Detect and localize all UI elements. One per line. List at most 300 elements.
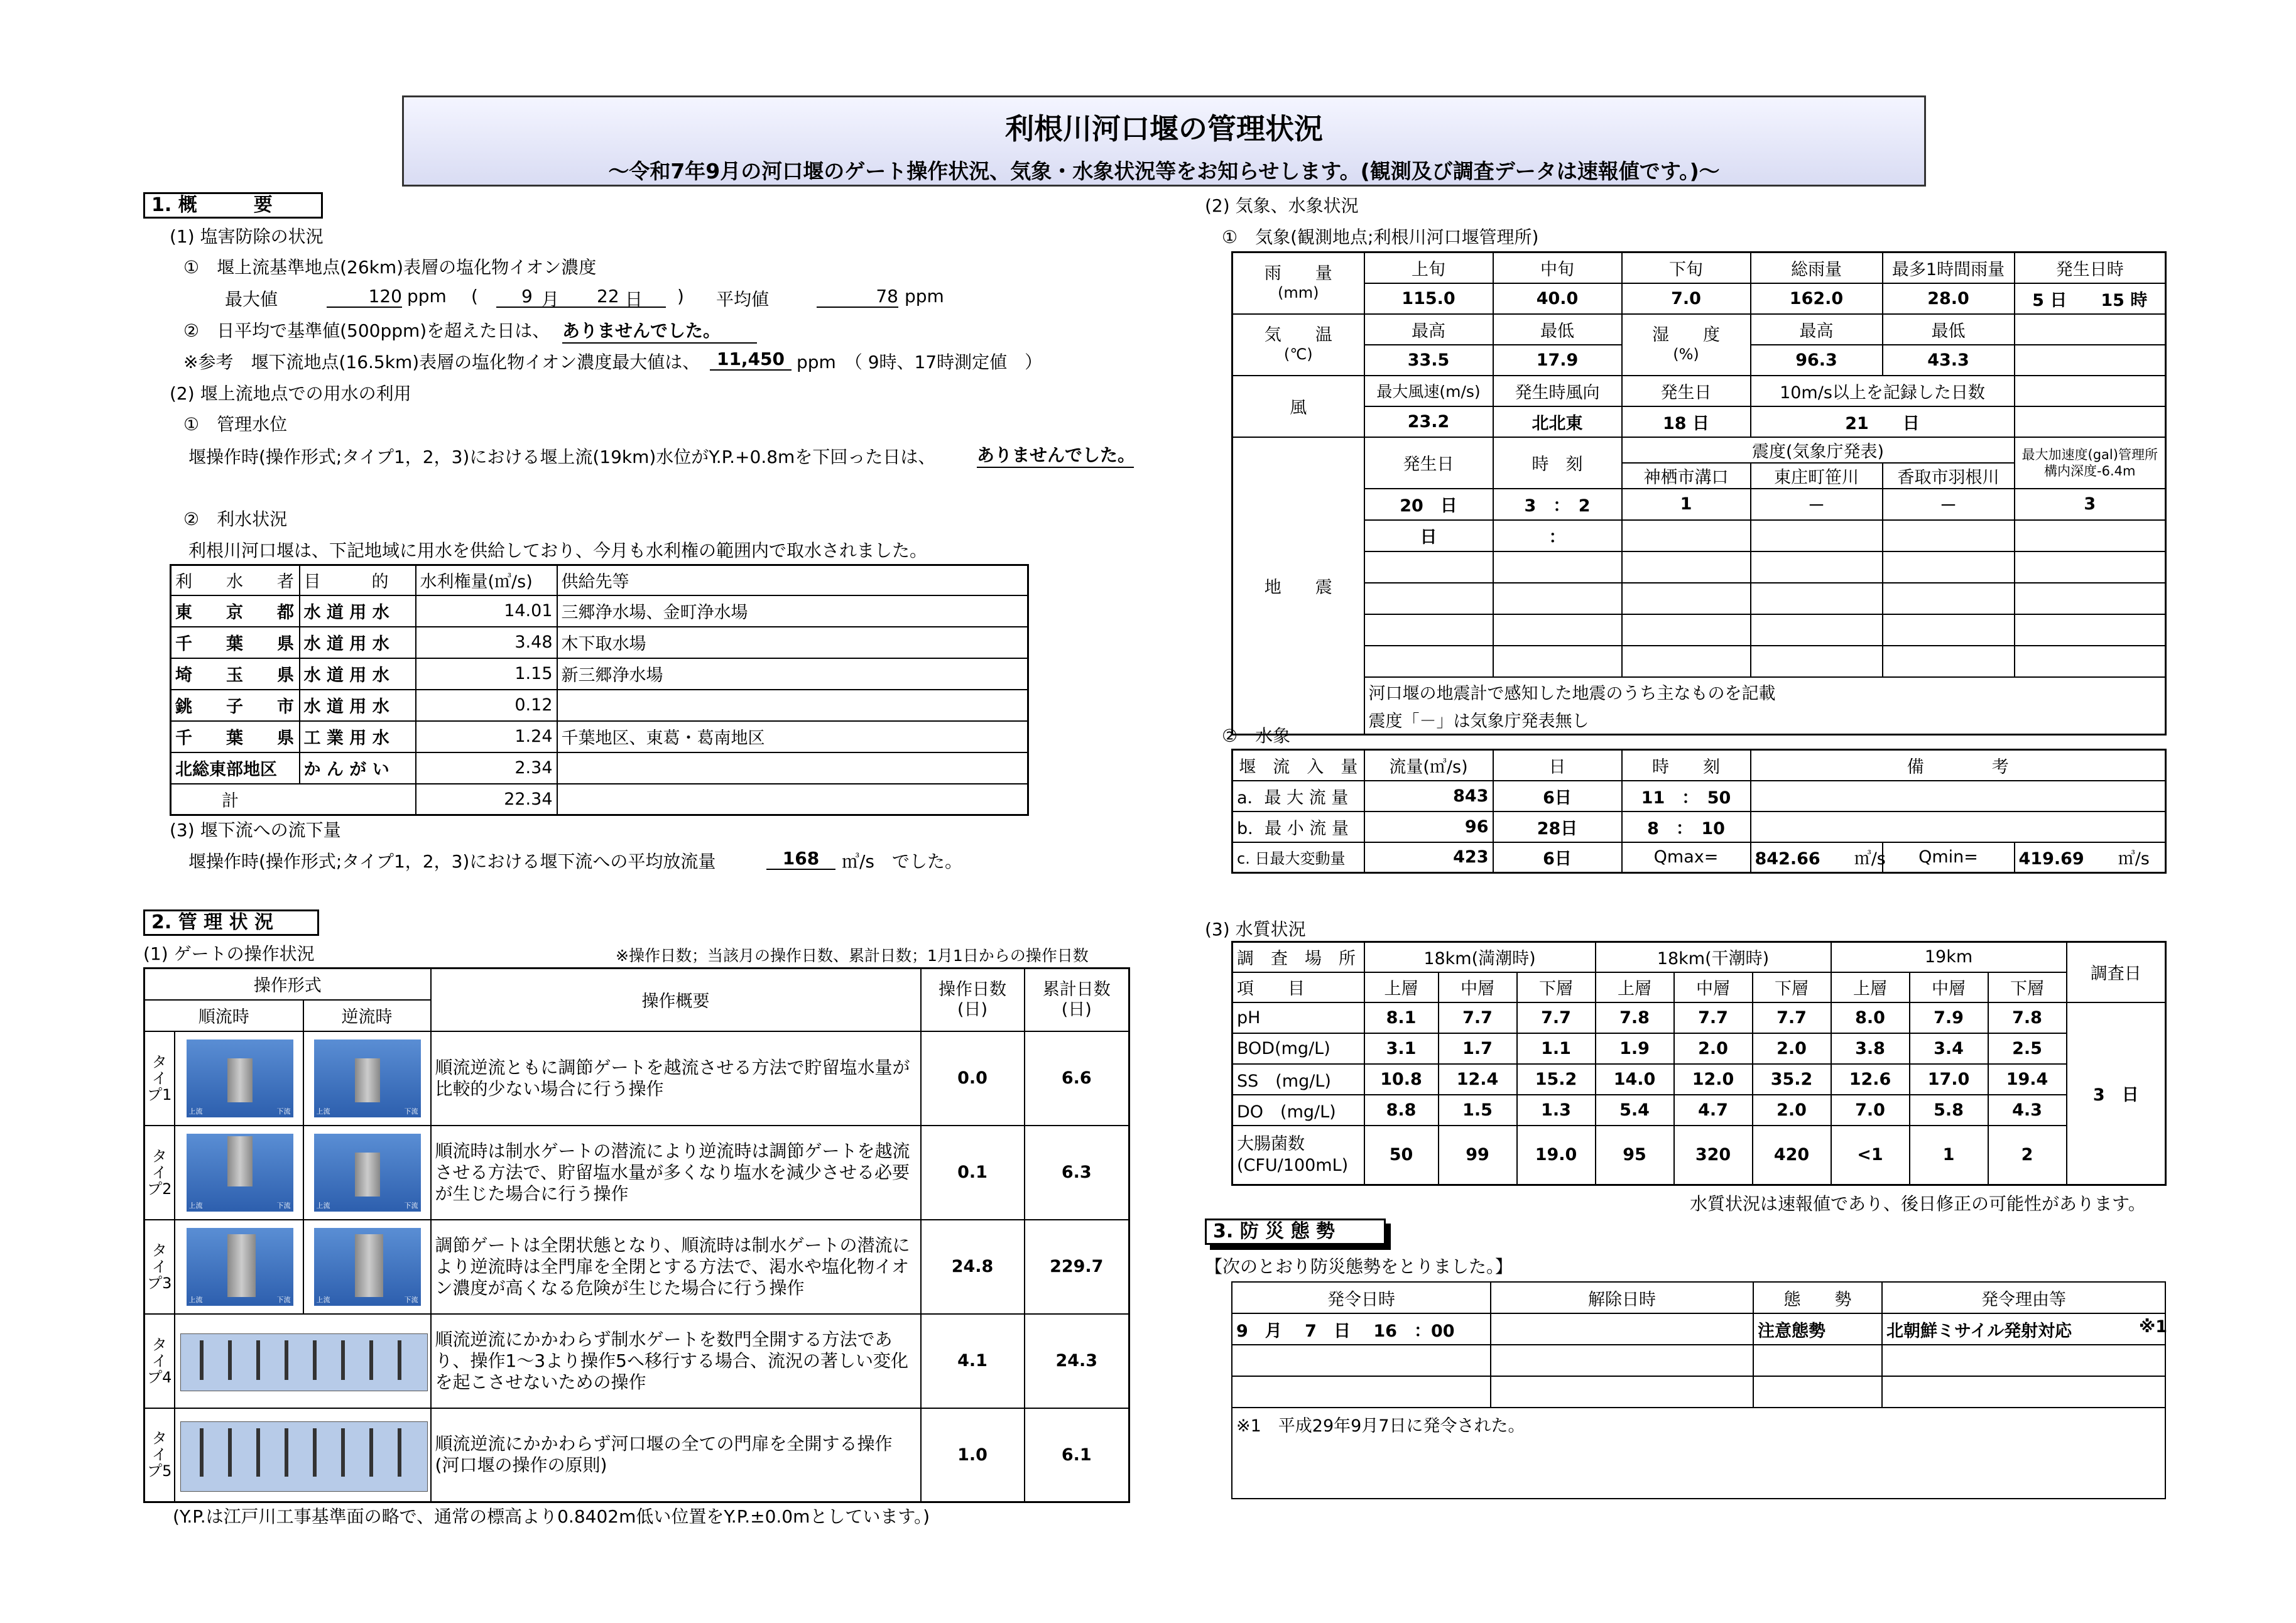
yp-footnote: (Y.P.は江戸川工事基準面の略で、通常の標高より0.8402m低い位置をY.P.±0.0mとしています。): [173, 1506, 930, 1527]
quality-note: 水質状況は速報値であり、後日修正の可能性があります。: [1690, 1193, 2146, 1214]
hydro-flow: 423: [1364, 842, 1493, 873]
quality-value: 8.1: [1364, 1002, 1439, 1033]
quality-value: 19.4: [1988, 1064, 2067, 1095]
quality-value: 7.8: [1988, 1002, 2067, 1033]
rain-header: 上旬: [1364, 252, 1493, 283]
quality-value: 8.8: [1364, 1095, 1439, 1126]
quality-value: 7.7: [1439, 1002, 1517, 1033]
humidity-unit: (%): [1673, 345, 1699, 363]
quality-value: 7.7: [1753, 1002, 1831, 1033]
col-total: 累計日数 (日): [1025, 969, 1129, 1031]
hydro-time: 8 ： 10: [1622, 812, 1751, 842]
eq-note-1: 河口堰の地震計で感知した地震のうち主なものを記載: [1364, 677, 2166, 706]
salt-day-label: 日: [625, 289, 643, 310]
rain-header: 発生日時: [2015, 252, 2166, 283]
table-row: [1232, 1126, 2166, 1185]
table-row: [171, 658, 1028, 690]
cell-supply: 木下取水場: [557, 627, 1028, 658]
hydro-flow: 96: [1364, 812, 1493, 842]
disaster-reason-cell: [1882, 1313, 2165, 1345]
disaster-col-reason: 発令理由等: [1882, 1282, 2165, 1313]
disaster-note: ※1 平成29年9月7日に発令された。: [1232, 1408, 2165, 1499]
type5-image: [175, 1408, 431, 1502]
table-total-row: [171, 784, 1028, 815]
cell-user: 埼 玉 県: [171, 658, 300, 690]
hydro-flow: 843: [1364, 781, 1493, 812]
type5-days: 1.0: [921, 1408, 1025, 1502]
cell-purpose: 水 道 用 水: [300, 627, 416, 658]
quality-value: 14.0: [1596, 1064, 1674, 1095]
type3-days: 24.8: [921, 1220, 1025, 1314]
quality-value: 5.8: [1910, 1095, 1988, 1126]
salt-max-value: 120: [327, 286, 402, 308]
quality-item-label: 項 目: [1232, 972, 1364, 1002]
type2-reverse-image: [303, 1126, 431, 1220]
quality-value: 7.9: [1910, 1002, 1988, 1033]
type2-normal-image: [175, 1126, 303, 1220]
image-label-downstream: 下流: [276, 1107, 291, 1115]
type2-days: 0.1: [921, 1126, 1025, 1220]
type-label: タイプ2: [144, 1126, 175, 1220]
layer-header: 上層: [1596, 972, 1674, 1002]
quality-value: 2.0: [1674, 1033, 1753, 1064]
salt-avg-label: 平均値: [716, 289, 770, 310]
image-label-upstream: 上流: [316, 1107, 330, 1115]
col-reverse: 逆流時: [303, 1000, 431, 1031]
water-level-value: ありませんでした。: [977, 442, 1134, 468]
table-row: [144, 1314, 1129, 1408]
cell-amount: 1.15: [416, 658, 557, 690]
disaster-reason-note-mark: ※1: [2138, 1316, 2167, 1337]
type3-description: 調節ゲートは全閉状態となり、順流時は制水ゲートの潜流により逆流時は全門扉を全閉とする方法で、渇水や塩化物イオン濃度が高くなる危険が生じた場合に行う操作: [431, 1220, 921, 1314]
type5-description: 順流逆流にかかわらず河口堰の全ての門扉を全開する操作(河口堰の操作の原則): [431, 1408, 921, 1502]
eq-date: 日: [1364, 520, 1493, 551]
wind-value: 21 日: [1751, 406, 2015, 437]
salt-line-3-unit: ppm （ 9時、17時測定値 ）: [797, 352, 1043, 372]
quality-value: 1.7: [1439, 1033, 1517, 1064]
image-label-downstream: 下流: [276, 1295, 291, 1304]
cell-amount: 1.24: [416, 721, 557, 752]
salt-month: 9: [521, 286, 533, 307]
layer-header: 上層: [1364, 972, 1439, 1002]
earthquake-label: 地 震: [1232, 437, 1364, 735]
quality-value: 7.7: [1674, 1002, 1753, 1033]
hydro-time: 11 ： 50: [1622, 781, 1751, 812]
weather-section-heading: (2) 気象、水象状況: [1205, 195, 1359, 216]
disaster-status: 注意態勢: [1753, 1313, 1882, 1345]
humidity-label-cell: [1622, 314, 1751, 376]
quality-value: 1.9: [1596, 1033, 1674, 1064]
cell-empty: [2015, 376, 2166, 406]
qmax-cell: [1751, 842, 1886, 873]
cell-empty: [2015, 406, 2166, 437]
rain-header: 下旬: [1622, 252, 1751, 283]
type1-total: 6.6: [1025, 1031, 1129, 1126]
downstream-value: 168: [766, 848, 835, 870]
quality-value: 35.2: [1753, 1064, 1831, 1095]
cell-supply: 三郷浄水場、金町浄水場: [557, 595, 1028, 627]
qmin-unit: ㎥/s: [2118, 849, 2150, 869]
hydro-col-inflow: 堰 流 入 量: [1232, 750, 1364, 781]
table-row: [171, 627, 1028, 658]
layer-header: 下層: [1988, 972, 2067, 1002]
rain-value: 5 日 15 時: [2015, 283, 2166, 314]
quality-value: 17.0: [1910, 1064, 1988, 1095]
quality-value: 5.4: [1596, 1095, 1674, 1126]
eq-date-header: 発生日: [1364, 437, 1493, 489]
table-row: [1232, 1033, 2166, 1064]
layer-header: 下層: [1517, 972, 1596, 1002]
type-label: タイプ4: [144, 1314, 175, 1408]
rain-value: 7.0: [1622, 283, 1751, 314]
quality-value: 1.1: [1517, 1033, 1596, 1064]
quality-value: 12.6: [1831, 1064, 1910, 1095]
hydro-col-remarks: 備 考: [1751, 750, 2166, 781]
col-form: 操作形式: [144, 969, 431, 1000]
table-row: [144, 1126, 1129, 1220]
page-subtitle: ～令和7年9月の河口堰のゲート操作状況、気象・水象状況等をお知らせします。(観測及び調査データは速報値です。)～: [608, 159, 1720, 183]
cell-amount: 14.01: [416, 595, 557, 627]
type4-description: 順流逆流にかかわらず制水ゲートを数門全開する方法であり、操作1～3より操作5へ移行する場合、流況の著しい変化を起こさせないための操作: [431, 1314, 921, 1408]
humidity-label: 湿 度: [1652, 325, 1720, 345]
disaster-col-status: 態 勢: [1753, 1282, 1882, 1313]
eq-intensity-header: 震度(気象庁発表): [1622, 437, 2015, 463]
col-summary: 操作概要: [431, 969, 921, 1031]
cell-empty: [2015, 314, 2166, 345]
rain-value: 115.0: [1364, 283, 1493, 314]
quality-value: 7.0: [1831, 1095, 1910, 1126]
cell-purpose: か ん が い: [300, 752, 416, 784]
cell-user: 東 京 都: [171, 595, 300, 627]
wind-value: 北北東: [1493, 406, 1622, 437]
table-row: [144, 1031, 1129, 1126]
wind-header: 最大風速(m/s): [1364, 376, 1493, 406]
col-supply: 供給先等: [557, 565, 1028, 595]
image-label-downstream: 下流: [404, 1201, 418, 1210]
rain-header: 最多1時間雨量: [1883, 252, 2015, 283]
salt-line-3: ※参考 堰下流地点(16.5km)表層の塩化物イオン濃度最大値は、: [183, 352, 700, 372]
eq-time: ：: [1493, 520, 1622, 551]
image-label-upstream: 上流: [316, 1295, 330, 1304]
col-days: 操作日数 (日): [921, 969, 1025, 1031]
type1-days: 0.0: [921, 1031, 1025, 1126]
eq-site-header: 香取市羽根川: [1883, 463, 2015, 489]
wind-label: 風: [1232, 376, 1364, 437]
qmin-label: Qmin=: [1883, 842, 2015, 873]
water-rights-table: [170, 564, 1029, 816]
wind-header: 発生日: [1622, 376, 1751, 406]
type3-total: 229.7: [1025, 1220, 1129, 1314]
section-1-heading: 1. 概 要: [143, 192, 323, 219]
table-row: [1232, 842, 2166, 873]
gate-table: [143, 967, 1130, 1503]
salt-line-2: ② 日平均で基準値(500ppm)を超えた日は、: [183, 320, 550, 341]
salt-month-label: 月: [541, 289, 560, 310]
col-normal: 順流時: [144, 1000, 303, 1031]
image-label-upstream: 上流: [188, 1295, 203, 1304]
quality-heading: (3) 水質状況: [1205, 919, 1306, 940]
qmax-value: 842.66: [1755, 849, 1820, 869]
quality-date-header: 調査日: [2067, 942, 2166, 1002]
table-row: [171, 595, 1028, 627]
temp-value: 17.9: [1493, 345, 1622, 376]
cell-user: 千 葉 県: [171, 721, 300, 752]
type3-reverse-image: [303, 1220, 431, 1314]
type-label: タイプ3: [144, 1220, 175, 1314]
table-row: [144, 1408, 1129, 1502]
cell-amount: 2.34: [416, 752, 557, 784]
quality-value: 1.3: [1517, 1095, 1596, 1126]
eq-site-header: 東庄町笹川: [1751, 463, 1883, 489]
eq-accel-header: 最大加速度(gal)管理所構内深度-6.4m: [2015, 437, 2166, 489]
disaster-col-release: 解除日時: [1491, 1282, 1753, 1313]
quality-value: 1.5: [1439, 1095, 1517, 1126]
eq-note-2: 震度「－」は気象庁発表無し: [1364, 706, 2166, 735]
rain-header: 中旬: [1493, 252, 1622, 283]
salt-max-label: 最大値: [225, 289, 278, 310]
cell-purpose: 水 道 用 水: [300, 690, 416, 721]
table-row: [1232, 1313, 2165, 1345]
cell-amount: 0.12: [416, 690, 557, 721]
table-header-row: [171, 565, 1028, 595]
type4-total: 24.3: [1025, 1314, 1129, 1408]
quality-value: 3.1: [1364, 1033, 1439, 1064]
layer-header: 中層: [1439, 972, 1517, 1002]
quality-value: 7.8: [1596, 1002, 1674, 1033]
eq-intensity: 1: [1622, 489, 1751, 520]
title-banner: [402, 95, 1926, 187]
table-row: [1232, 1064, 2166, 1095]
section-2-heading: 2. 管 理 状 況: [143, 909, 319, 936]
salt-line-1: ① 堰上流基準地点(26km)表層の塩化物イオン濃度: [183, 257, 597, 278]
hydro-label: a．最 大 流 量: [1232, 781, 1364, 812]
quality-value: 420: [1753, 1126, 1831, 1185]
type1-normal-image: [175, 1031, 303, 1126]
quality-item: DO (mg/L): [1232, 1095, 1364, 1126]
quality-item: 大腸菌数 (CFU/100mL): [1232, 1126, 1364, 1185]
wind-header: 発生時風向: [1493, 376, 1622, 406]
quality-value: 12.0: [1674, 1064, 1753, 1095]
cell-supply: [557, 752, 1028, 784]
qmax-label: Qmax=: [1622, 842, 1751, 873]
downstream-unit: ㎥/s でした。: [842, 851, 963, 872]
eq-site-header: 神栖市溝口: [1622, 463, 1751, 489]
humidity-value: 96.3: [1751, 345, 1883, 376]
disaster-intro: 【次のとおり防災態勢をとりました。】: [1205, 1256, 1513, 1277]
wind-value: 18 日: [1622, 406, 1751, 437]
image-label-upstream: 上流: [188, 1107, 203, 1115]
eq-intensity: －: [1883, 489, 2015, 520]
hydro-day: 6日: [1493, 781, 1622, 812]
quality-value: 1: [1910, 1126, 1988, 1185]
section-3-heading: 3. 防 災 態 勢: [1205, 1219, 1386, 1245]
cell-purpose: 水 道 用 水: [300, 595, 416, 627]
quality-item: BOD(mg/L): [1232, 1033, 1364, 1064]
disaster-issue-date: 9 月 7 日 16 ：00: [1232, 1313, 1491, 1345]
gate-note: ※操作日数；当該月の操作日数、累計日数；1月1日からの操作日数: [616, 947, 1089, 965]
type1-description: 順流逆流ともに調節ゲートを越流させる方法で貯留塩水量が比較的少ない場合に行う操作: [431, 1031, 921, 1126]
cell-empty: [557, 784, 1028, 815]
quality-item: SS (mg/L): [1232, 1064, 1364, 1095]
water-quality-table: [1231, 941, 2167, 1186]
cell-total-amount: 22.34: [416, 784, 557, 815]
rain-unit: (mm): [1278, 283, 1319, 301]
quality-value: 4.7: [1674, 1095, 1753, 1126]
water-use-heading: (2) 堰上流地点での用水の利用: [170, 383, 411, 404]
temp-value: 33.5: [1364, 345, 1493, 376]
rain-header: 総雨量: [1751, 252, 1883, 283]
quality-date-value: 3 日: [2067, 1002, 2166, 1185]
layer-header: 下層: [1753, 972, 1831, 1002]
table-row: [171, 690, 1028, 721]
temp-header: 最高: [1364, 314, 1493, 345]
cell-supply: 新三郷浄水場: [557, 658, 1028, 690]
quality-value: 2: [1988, 1126, 2067, 1185]
type4-image: [175, 1314, 431, 1408]
rain-label-cell: [1232, 252, 1364, 314]
quality-value: 7.7: [1517, 1002, 1596, 1033]
quality-site: 18km(干潮時): [1596, 942, 1831, 972]
quality-value: 2.0: [1753, 1033, 1831, 1064]
hydro-day: 6日: [1493, 842, 1622, 873]
cell-user: 銚 子 市: [171, 690, 300, 721]
gate-heading: (1) ゲートの操作状況: [143, 943, 315, 964]
cell-user: 北総東部地区: [171, 752, 300, 784]
hydro-col-flow: 流量(㎥/s): [1364, 750, 1493, 781]
image-label-downstream: 下流: [404, 1107, 418, 1115]
downstream-text: 堰操作時(操作形式;タイプ1，2，3)における堰下流への平均放流量: [188, 851, 716, 872]
hydro-col-day: 日: [1493, 750, 1622, 781]
image-label-upstream: 上流: [188, 1201, 203, 1210]
col-purpose: 目 的: [300, 565, 416, 595]
salt-line-3-value: 11,450: [710, 349, 792, 371]
table-row: [144, 1220, 1129, 1314]
water-rights-heading: ② 利水状況: [183, 509, 288, 529]
type1-reverse-image: [303, 1031, 431, 1126]
salt-heading: (1) 塩害防除の状況: [170, 226, 324, 247]
cell-purpose: 工 業 用 水: [300, 721, 416, 752]
quality-value: <1: [1831, 1126, 1910, 1185]
layer-header: 上層: [1831, 972, 1910, 1002]
col-amount: 水利権量(㎥/s): [416, 565, 557, 595]
qmin-cell: [2015, 842, 2166, 873]
salt-line-2-value: ありませんでした。: [562, 317, 757, 344]
quality-value: 95: [1596, 1126, 1674, 1185]
salt-day: 22: [597, 286, 619, 307]
quality-site: 19km: [1831, 942, 2067, 972]
hydro-heading: ② 水象: [1222, 725, 1291, 746]
rain-value: 28.0: [1883, 283, 2015, 314]
humidity-header: 最高: [1751, 314, 1883, 345]
qmin-value: 419.69: [2018, 849, 2084, 869]
table-row: [1232, 781, 2166, 812]
qmax-unit: ㎥/s: [1854, 849, 1886, 869]
wind-header: 10m/s以上を記録した日数: [1751, 376, 2015, 406]
type5-total: 6.1: [1025, 1408, 1129, 1502]
table-row: [171, 721, 1028, 752]
table-row: [1232, 812, 2166, 842]
type-label: タイプ5: [144, 1408, 175, 1502]
quality-value: 2.0: [1753, 1095, 1831, 1126]
salt-max-unit: ppm: [407, 286, 447, 307]
cell-supply: 千葉地区、東葛・葛南地区: [557, 721, 1028, 752]
image-label-downstream: 下流: [276, 1201, 291, 1210]
cell-purpose: 水 道 用 水: [300, 658, 416, 690]
quality-value: 8.0: [1831, 1002, 1910, 1033]
cell-amount: 3.48: [416, 627, 557, 658]
type4-days: 4.1: [921, 1314, 1025, 1408]
quality-value: 15.2: [1517, 1064, 1596, 1095]
wind-value: 23.2: [1364, 406, 1493, 437]
type2-total: 6.3: [1025, 1126, 1129, 1220]
salt-avg-value: 78: [817, 286, 898, 308]
water-rights-text: 利根川河口堰は、下記地域に用水を供給しており、今月も水利権の範囲内で取水されました。: [188, 540, 928, 561]
cell-total-label: 計: [171, 784, 416, 815]
eq-time: 3 ： 2: [1493, 489, 1622, 520]
temp-label-cell: [1232, 314, 1364, 376]
quality-site: 18km(満潮時): [1364, 942, 1596, 972]
rain-label: 雨 量: [1264, 263, 1332, 283]
type-label: タイプ1: [144, 1031, 175, 1126]
col-user: 利 水 者: [171, 565, 300, 595]
temp-header: 最低: [1493, 314, 1622, 345]
hydro-table: [1231, 749, 2167, 874]
cell-user: 千 葉 県: [171, 627, 300, 658]
quality-value: 4.3: [1988, 1095, 2067, 1126]
downstream-heading: (3) 堰下流への流下量: [170, 820, 341, 840]
table-row: [171, 752, 1028, 784]
quality-value: 3.8: [1831, 1033, 1910, 1064]
eq-intensity: －: [1751, 489, 1883, 520]
eq-time-header: 時 刻: [1493, 437, 1622, 489]
layer-header: 中層: [1910, 972, 1988, 1002]
eq-date: 20 日: [1364, 489, 1493, 520]
weather-table: [1231, 251, 2167, 736]
quality-value: 12.4: [1439, 1064, 1517, 1095]
image-label-downstream: 下流: [404, 1295, 418, 1304]
water-level-text: 堰操作時(操作形式;タイプ1，2，3)における堰上流(19km)水位がY.P.+0.8mを下回った日は、: [188, 447, 936, 467]
disaster-col-issue: 発令日時: [1232, 1282, 1491, 1313]
quality-value: 320: [1674, 1126, 1753, 1185]
hydro-day: 28日: [1493, 812, 1622, 842]
hydro-label: b．最 小 流 量: [1232, 812, 1364, 842]
quality-item: pH: [1232, 1002, 1364, 1033]
water-level-heading: ① 管理水位: [183, 414, 288, 435]
humidity-value: 43.3: [1883, 345, 2015, 376]
salt-date-close: ): [677, 286, 684, 307]
page-title: 利根川河口堰の管理状況: [1005, 112, 1323, 146]
humidity-header: 最低: [1883, 314, 2015, 345]
quality-value: 3.4: [1910, 1033, 1988, 1064]
disaster-table: [1231, 1281, 2166, 1499]
weather-heading: ① 気象(観測地点;利根川河口堰管理所): [1222, 227, 1539, 247]
cell-empty: [2015, 345, 2166, 376]
quality-value: 2.5: [1988, 1033, 2067, 1064]
salt-date-open: (: [471, 286, 478, 307]
quality-value: 10.8: [1364, 1064, 1439, 1095]
type3-normal-image: [175, 1220, 303, 1314]
rain-value: 40.0: [1493, 283, 1622, 314]
quality-value: 50: [1364, 1126, 1439, 1185]
quality-site-label: 調 査 場 所: [1232, 942, 1364, 972]
quality-value: 99: [1439, 1126, 1517, 1185]
disaster-release-date: [1491, 1313, 1753, 1345]
table-row: [1232, 1002, 2166, 1033]
cell-supply: [557, 690, 1028, 721]
image-label-upstream: 上流: [316, 1201, 330, 1210]
type2-description: 順流時は制水ゲートの潜流により逆流時は調節ゲートを越流させる方法で、貯留塩水量が多くなり塩水を減少させる必要が生じた場合に行う操作: [431, 1126, 921, 1220]
hydro-col-time: 時 刻: [1622, 750, 1751, 781]
